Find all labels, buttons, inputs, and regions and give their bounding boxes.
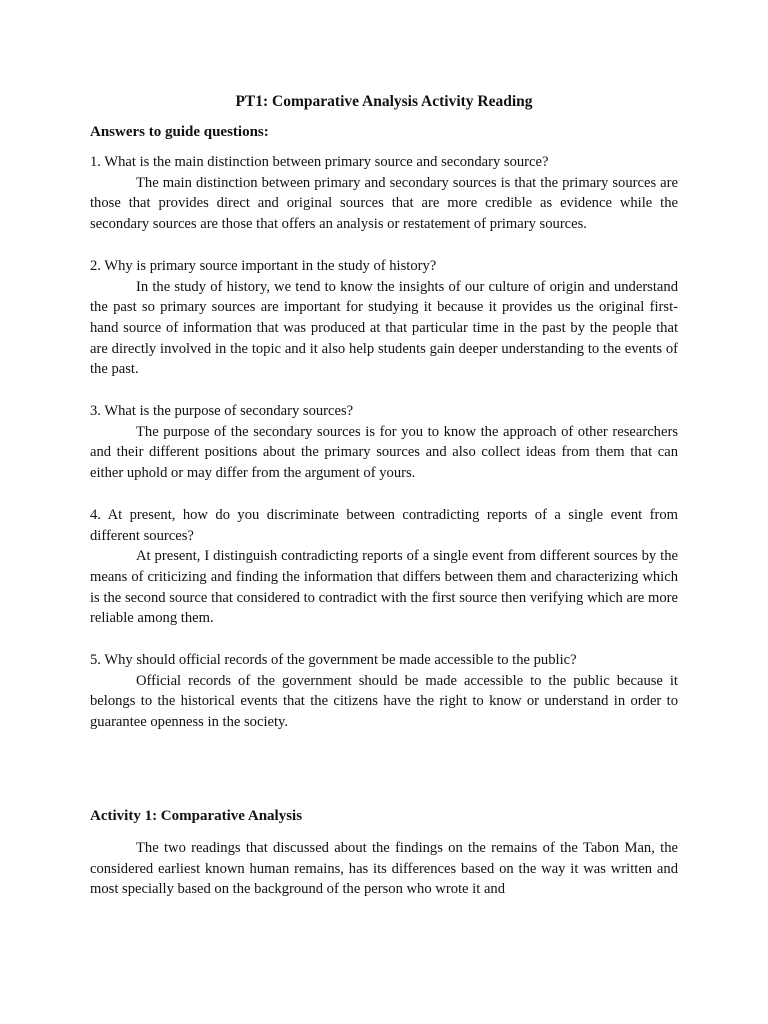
document-page <box>90 92 678 900</box>
question-4: 4. At present, how do you discriminate between contradicting reports of a single event from different sources? <box>90 506 678 544</box>
question-3: 3. What is the purpose of secondary sources? <box>90 403 354 420</box>
qa-item-5 <box>90 650 678 733</box>
question-1: 1. What is the main distinction between primary source and secondary source? <box>90 154 549 170</box>
section-spacer <box>90 754 678 806</box>
activity-heading: Activity 1: Comparative Analysis <box>90 807 303 824</box>
answer-5: Official records of the government should be made accessible to the public because it belongs to the historical events that the citizens have the right to know or understand in order to guarantee openness in the society. <box>90 672 678 731</box>
answer-4: At present, I distinguish contradicting reports of a single event from different sources by the means of criticizing and finding the information that differs between them and characterizing which is the second source that considered to contradict with the first source then verifying which are more reliable among them. <box>90 548 678 627</box>
activity-paragraph: The two readings that discussed about the findings on the remains of the Tabon Man, the considered earliest known human remains, has its differences based on the way it was written and most specially based on the background of the person who wrote it and <box>90 839 678 898</box>
answer-1: The main distinction between primary and secondary sources is that the primary sources are those that provides direct and original sources that are more credible as evidence while the secondary sources are those that offers an analysis or restatement of primary sources. <box>90 174 678 233</box>
qa-item-1 <box>90 152 678 235</box>
answers-heading: Answers to guide questions: <box>90 124 269 140</box>
answer-2: In the study of history, we tend to know the insights of our culture of origin and understand the past so primary sources are important for studying it because it provides us the original first-hand source of information that was produced at that particular time in the past by the people that are directly involved in the topic and it also help students gain deeper understanding to the events of the past. <box>90 278 678 378</box>
document-title: PT1: Comparative Analysis Activity Reading <box>235 93 533 110</box>
question-5: 5. Why should official records of the government be made accessible to the public? <box>90 652 577 669</box>
question-2: 2. Why is primary source important in the study of history? <box>90 257 437 274</box>
qa-item-3 <box>90 401 678 484</box>
qa-item-4 <box>90 505 678 629</box>
answer-3: The purpose of the secondary sources is for you to know the approach of other researchers and their different positions about the primary sources and also collect ideas from them that can either uphold or may differ from the argument of yours. <box>90 423 678 482</box>
qa-item-2 <box>90 256 678 380</box>
